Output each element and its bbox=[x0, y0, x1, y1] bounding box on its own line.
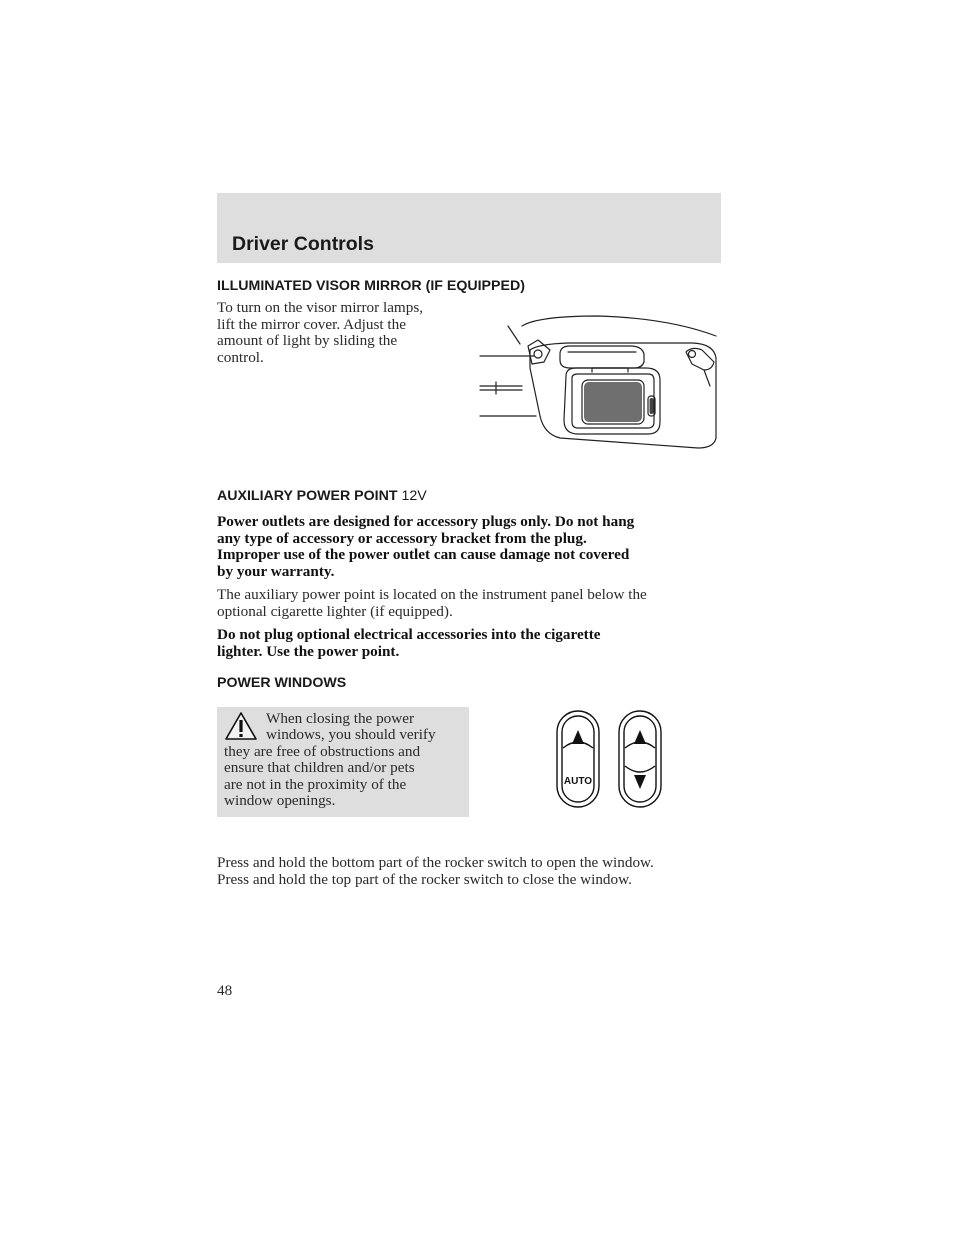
section-title: Driver Controls bbox=[232, 233, 374, 255]
visor-mirror-heading: ILLUMINATED VISOR MIRROR (IF EQUIPPED) bbox=[217, 278, 525, 294]
aux-power-heading-text: AUXILIARY POWER POINT bbox=[217, 488, 398, 504]
text-line: by your warranty. bbox=[217, 562, 335, 580]
text-line: any type of accessory or accessory bracket from the plug. bbox=[217, 529, 587, 547]
power-windows-heading: POWER WINDOWS bbox=[217, 675, 347, 691]
aux-power-warning bbox=[217, 514, 727, 580]
text-line: Press and hold the top part of the rocker switch to close the window. bbox=[217, 870, 632, 888]
arrow-up-icon bbox=[634, 730, 646, 744]
text-line: When closing the power bbox=[266, 710, 415, 727]
text-line: Do not plug optional electrical accessories into the cigarette bbox=[217, 626, 601, 643]
text-line: Press and hold the bottom part of the rocker switch to open the window. bbox=[217, 854, 654, 871]
aux-power-heading bbox=[217, 488, 427, 504]
aux-power-note bbox=[217, 627, 727, 660]
auto-label: AUTO bbox=[563, 776, 593, 787]
aux-power-location-text bbox=[217, 587, 727, 620]
text-line: are not in the proximity of the bbox=[224, 775, 407, 793]
power-windows-instructions bbox=[217, 855, 737, 888]
arrow-up-icon bbox=[572, 730, 584, 744]
text-line: ensure that children and/or pets bbox=[224, 759, 415, 777]
text-line: window openings. bbox=[224, 792, 336, 810]
arrow-down-icon bbox=[634, 775, 646, 789]
power-windows-warning-text bbox=[224, 711, 460, 809]
aux-power-voltage: 12V bbox=[401, 488, 427, 504]
text-line: control. bbox=[217, 348, 264, 366]
visor-mirror-text bbox=[217, 300, 467, 366]
visor-mirror-illustration bbox=[478, 310, 728, 455]
text-line: The auxiliary power point is located on the instrument panel below the bbox=[217, 586, 647, 603]
text-line: windows, you should verify bbox=[266, 726, 436, 744]
text-line: To turn on the visor mirror lamps, bbox=[217, 299, 424, 316]
text-line: Power outlets are designed for accessory plugs only. Do not hang bbox=[217, 513, 635, 530]
text-line: lighter. Use the power point. bbox=[217, 642, 400, 660]
text-line: amount of light by sliding the bbox=[217, 332, 398, 350]
text-line: optional cigarette lighter (if equipped). bbox=[217, 602, 453, 620]
text-line: Improper use of the power outlet can cause damage not covered bbox=[217, 546, 630, 564]
text-line: lift the mirror cover. Adjust the bbox=[217, 315, 406, 333]
window-switches-illustration bbox=[550, 708, 670, 812]
text-line: they are free of obstructions and bbox=[224, 742, 421, 760]
page-number: 48 bbox=[217, 982, 233, 999]
